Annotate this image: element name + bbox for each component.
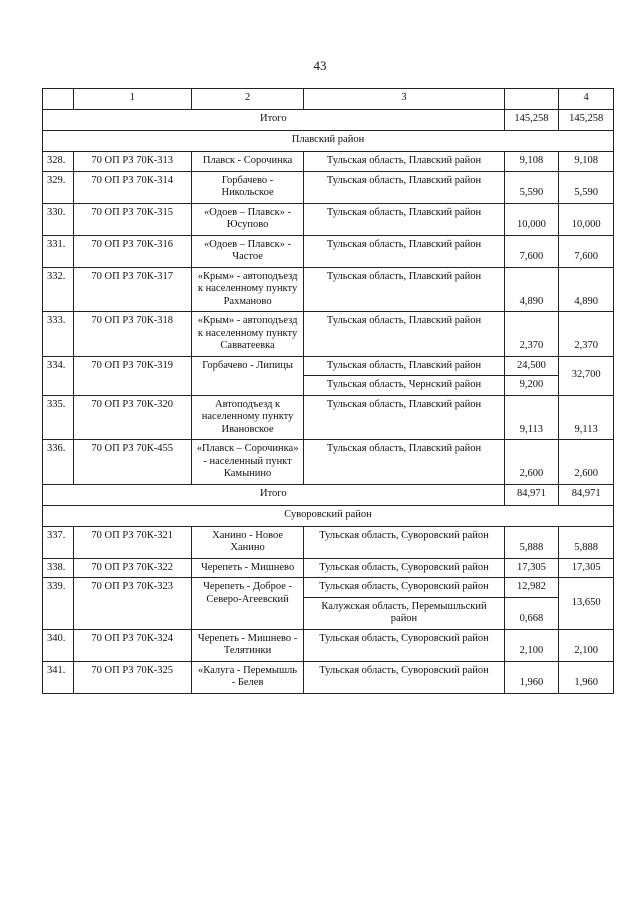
road-name: «Крым» - автоподъезд к населенному пункту Рахманово (191, 267, 304, 312)
table-row (43, 267, 614, 312)
road-region: Тульская область, Плавский район (304, 267, 504, 312)
row-number: 333. (43, 312, 74, 357)
road-name: «Одоев – Плавск» - Юсупово (191, 203, 304, 235)
column-header-4: 4 (559, 89, 614, 110)
row-number: 338. (43, 558, 74, 578)
road-length: 9,113 (504, 395, 559, 440)
road-code: 70 ОП РЗ 70К-322 (73, 558, 191, 578)
road-length: 2,100 (504, 629, 559, 661)
row-number: 337. (43, 526, 74, 558)
road-name: Черепеть - Мишнево - Телятинки (191, 629, 304, 661)
column-header-blank (43, 89, 74, 110)
road-name: Автоподъезд к населенному пункту Ивановское (191, 395, 304, 440)
road-name: Горбачево - Никольское (191, 171, 304, 203)
row-number: 335. (43, 395, 74, 440)
road-code: 70 ОП РЗ 70К-324 (73, 629, 191, 661)
table-row (43, 526, 614, 558)
total-row (43, 110, 614, 131)
road-total: 17,305 (559, 558, 614, 578)
road-region: Тульская область, Плавский район (304, 171, 504, 203)
road-name: «Калуга - Перемышль - Белев (191, 661, 304, 693)
road-length: 0,668 (504, 597, 559, 629)
road-length: 24,500 (504, 356, 559, 376)
road-length: 17,305 (504, 558, 559, 578)
road-total: 4,890 (559, 267, 614, 312)
road-region: Калужская область, Перемышльский район (304, 597, 504, 629)
road-length: 9,108 (504, 152, 559, 172)
section-row (43, 131, 614, 152)
road-region: Тульская область, Плавский район (304, 312, 504, 357)
total-length: 145,258 (504, 110, 559, 131)
road-total: 2,600 (559, 440, 614, 485)
road-region: Тульская область, Плавский район (304, 356, 504, 376)
road-code: 70 ОП РЗ 70К-316 (73, 235, 191, 267)
road-region: Тульская область, Суворовский район (304, 558, 504, 578)
road-code: 70 ОП РЗ 70К-455 (73, 440, 191, 485)
road-name: Ханино - Новое Ханино (191, 526, 304, 558)
table-row (43, 395, 614, 440)
road-name: Черепеть - Мишнево (191, 558, 304, 578)
page-number: 43 (313, 58, 327, 73)
road-name: Горбачево - Липицы (191, 356, 304, 395)
table-row (43, 558, 614, 578)
road-total: 5,888 (559, 526, 614, 558)
road-total: 7,600 (559, 235, 614, 267)
road-name: «Одоев – Плавск» - Частое (191, 235, 304, 267)
row-number: 331. (43, 235, 74, 267)
road-total: 1,960 (559, 661, 614, 693)
road-region: Тульская область, Суворовский район (304, 629, 504, 661)
road-total: 2,370 (559, 312, 614, 357)
table-row (43, 203, 614, 235)
column-header-2: 2 (191, 89, 304, 110)
row-number: 336. (43, 440, 74, 485)
road-region: Тульская область, Плавский район (304, 235, 504, 267)
road-code: 70 ОП РЗ 70К-325 (73, 661, 191, 693)
road-length: 5,888 (504, 526, 559, 558)
road-length: 5,590 (504, 171, 559, 203)
column-header-blank-2 (504, 89, 559, 110)
road-region: Тульская область, Плавский район (304, 152, 504, 172)
road-length: 1,960 (504, 661, 559, 693)
total-label: Итого (43, 110, 505, 131)
road-length: 9,200 (504, 376, 559, 396)
section-title: Плавский район (43, 131, 614, 152)
table-row (43, 661, 614, 693)
road-total: 32,700 (559, 356, 614, 395)
table-row (43, 578, 614, 598)
table-row (43, 152, 614, 172)
road-region: Тульская область, Плавский район (304, 395, 504, 440)
table-row (43, 235, 614, 267)
road-region: Тульская область, Плавский район (304, 440, 504, 485)
road-total: 5,590 (559, 171, 614, 203)
row-number: 328. (43, 152, 74, 172)
road-total: 2,100 (559, 629, 614, 661)
subtotal-row (43, 484, 614, 505)
section-title: Суворовский район (43, 505, 614, 526)
road-code: 70 ОП РЗ 70К-314 (73, 171, 191, 203)
row-number: 340. (43, 629, 74, 661)
road-code: 70 ОП РЗ 70К-320 (73, 395, 191, 440)
road-total: 9,108 (559, 152, 614, 172)
road-name: Плавск - Сорочинка (191, 152, 304, 172)
total-sum: 145,258 (559, 110, 614, 131)
row-number: 332. (43, 267, 74, 312)
road-code: 70 ОП РЗ 70К-321 (73, 526, 191, 558)
column-header-1: 1 (73, 89, 191, 110)
road-code: 70 ОП РЗ 70К-317 (73, 267, 191, 312)
table-row (43, 312, 614, 357)
road-length: 2,370 (504, 312, 559, 357)
road-name: Черепеть - Доброе - Северо-Агеевский (191, 578, 304, 630)
column-header-3: 3 (304, 89, 504, 110)
row-number: 329. (43, 171, 74, 203)
road-region: Тульская область, Чернский район (304, 376, 504, 396)
roads-table (42, 88, 614, 694)
road-code: 70 ОП РЗ 70К-319 (73, 356, 191, 395)
road-name: «Плавск – Сорочинка» - населенный пункт Камынино (191, 440, 304, 485)
row-number: 341. (43, 661, 74, 693)
road-region: Тульская область, Плавский район (304, 203, 504, 235)
row-number: 339. (43, 578, 74, 630)
road-total: 10,000 (559, 203, 614, 235)
road-code: 70 ОП РЗ 70К-323 (73, 578, 191, 630)
road-code: 70 ОП РЗ 70К-318 (73, 312, 191, 357)
column-header-row (43, 89, 614, 110)
road-length: 12,982 (504, 578, 559, 598)
road-name: «Крым» - автоподъезд к населенному пункту Савватеевка (191, 312, 304, 357)
road-total: 13,650 (559, 578, 614, 630)
row-number: 330. (43, 203, 74, 235)
row-number: 334. (43, 356, 74, 395)
road-code: 70 ОП РЗ 70К-315 (73, 203, 191, 235)
section-row (43, 505, 614, 526)
road-length: 4,890 (504, 267, 559, 312)
table-row (43, 629, 614, 661)
subtotal-label: Итого (43, 484, 505, 505)
table-row (43, 440, 614, 485)
table-row (43, 356, 614, 376)
road-code: 70 ОП РЗ 70К-313 (73, 152, 191, 172)
road-length: 2,600 (504, 440, 559, 485)
road-region: Тульская область, Суворовский район (304, 526, 504, 558)
road-region: Тульская область, Суворовский район (304, 578, 504, 598)
road-length: 7,600 (504, 235, 559, 267)
table-row (43, 171, 614, 203)
road-region: Тульская область, Суворовский район (304, 661, 504, 693)
road-total: 9,113 (559, 395, 614, 440)
subtotal-sum: 84,971 (559, 484, 614, 505)
subtotal-length: 84,971 (504, 484, 559, 505)
road-length: 10,000 (504, 203, 559, 235)
